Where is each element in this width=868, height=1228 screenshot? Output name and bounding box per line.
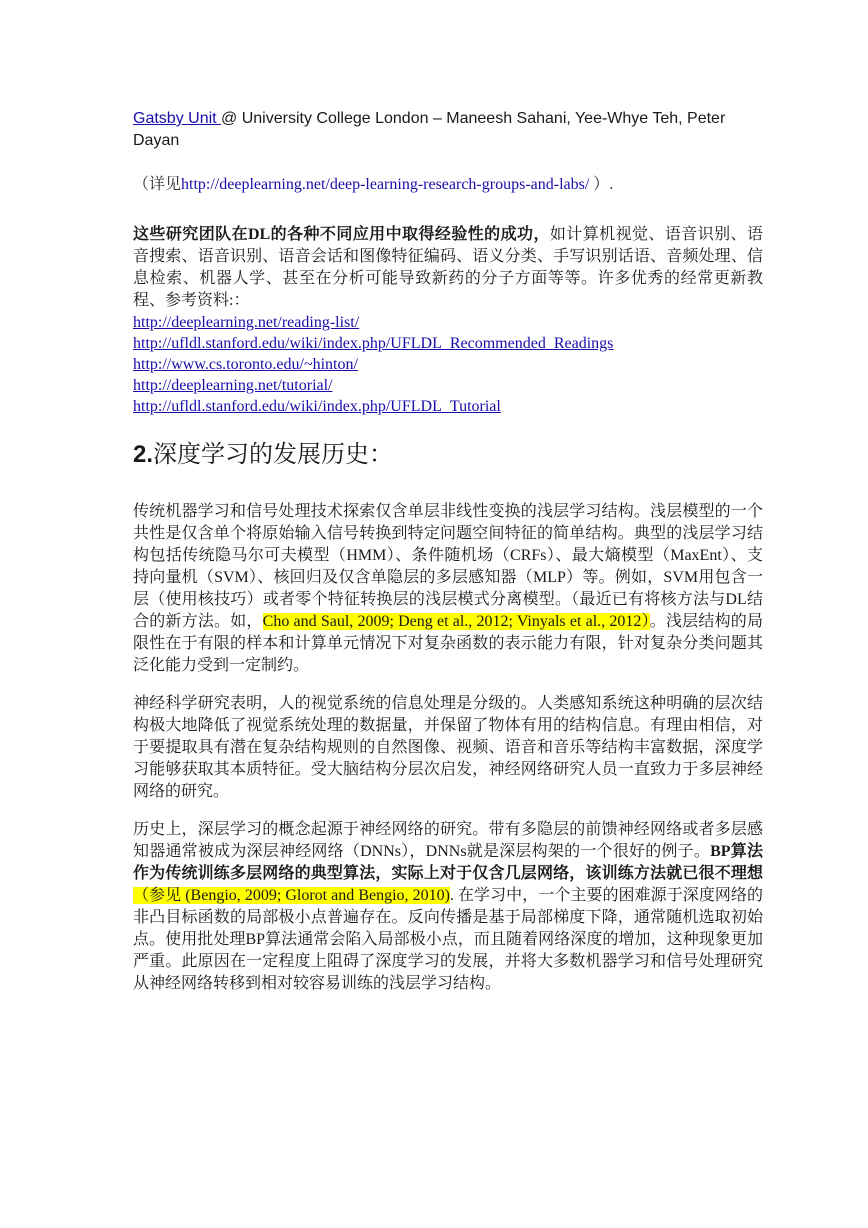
research-groups-paragraph bbox=[133, 224, 763, 312]
see-also-open: （详见 bbox=[133, 176, 182, 193]
gatsby-unit-text: @ University College London – Maneesh Sahani, Yee-Whye Teh, Peter Dayan bbox=[133, 110, 726, 149]
citation-highlight: Cho and Saul, 2009; Deng et al., 2012; Vinyals et al., 2012） bbox=[262, 613, 650, 630]
paragraph1-lead: 这些研究团队在DL的各种不同应用中取得经验性的成功， bbox=[133, 226, 550, 243]
see-also-close: ）. bbox=[589, 176, 614, 193]
paragraph4-intro: 历史上，深层学习的概念起源于神经网络的研究。带有多隐层的前馈神经网络或者多层感知器通常被成为深层神经网络（DNNs），DNNs就是深层构架的一个很好的例子。 bbox=[133, 821, 763, 860]
resource-link[interactable]: http://deeplearning.net/tutorial/ bbox=[133, 377, 333, 394]
paragraph4-tail: . 在学习中，一个主要的困难源于深度网络的非凸目标函数的局部极小点普遍存在。反向传播是基于局部梯度下降，通常随机选取初始点。使用批处理BP算法通常会陷入局部极小点，而且随着网络深度的增加，这种现象更加严重。此原因在一定程度上阻碍了深度学习的发展，并将大多数机器学习和信号处理研究从神经网络转移到相对较容易训练的浅层学习结构。 bbox=[133, 887, 763, 992]
section-title: 深度学习的发展历史： bbox=[153, 442, 394, 468]
paragraph4-bp: BP算法作为传统训练多层网络的典型算法，实际上对于仅含几层网络，该训练方法就已很不理想 bbox=[133, 843, 763, 882]
list-item bbox=[133, 354, 763, 375]
neuroscience-paragraph bbox=[133, 693, 763, 803]
paragraph1-body: 如计算机视觉、语音识别、语音搜索、语音识别、语音会话和图像特征编码、语义分类、手写识别话语、音频处理、信息检索、机器人学、甚至在分析可能导致新药的分子方面等等。许多优秀的经常更新教程、参考资料:： bbox=[133, 226, 763, 309]
document-page bbox=[133, 108, 763, 995]
resource-link[interactable]: http://deeplearning.net/reading-list/ bbox=[133, 314, 360, 331]
gatsby-unit-line bbox=[133, 108, 763, 152]
paragraph2-body: 传统机器学习和信号处理技术探索仅含单层非线性变换的浅层学习结构。浅层模型的一个共性是仅含单个将原始输入信号转换到特定问题空间特征的简单结构。典型的浅层学习结构包括传统隐马尔可夫模型（HMM）、条件随机场（CRFs）、最大熵模型（MaxEnt）、支持向量机（SVM）、核回归及仅含单隐层的多层感知器（MLP）等。例如，SVM用包含一层（使用核技巧）或者零个特征转换层的浅层模式分离模型。（最近已有将核方法与DL结合的新方法。如， bbox=[133, 503, 763, 630]
shallow-learning-paragraph bbox=[133, 501, 763, 677]
see-also-line bbox=[133, 174, 763, 196]
resource-link[interactable]: http://ufldl.stanford.edu/wiki/index.php/UFLDL_Recommended_Readings bbox=[133, 335, 614, 352]
section-heading bbox=[133, 439, 763, 471]
resource-link[interactable]: http://ufldl.stanford.edu/wiki/index.php/UFLDL_Tutorial bbox=[133, 398, 501, 415]
see-also-link[interactable]: http://deeplearning.net/deep-learning-research-groups-and-labs/ bbox=[181, 176, 590, 193]
list-item bbox=[133, 312, 763, 333]
paragraph2-tail: 。浅层结构的局限性在于有限的样本和计算单元情况下对复杂函数的表示能力有限，针对复杂分类问题其泛化能力受到一定制约。 bbox=[133, 613, 763, 674]
resource-link[interactable]: http://www.cs.toronto.edu/~hinton/ bbox=[133, 356, 358, 373]
list-item bbox=[133, 333, 763, 354]
list-item bbox=[133, 375, 763, 396]
resource-link-list bbox=[133, 312, 763, 417]
gatsby-unit-link[interactable]: Gatsby Unit bbox=[133, 110, 222, 127]
list-item bbox=[133, 396, 763, 417]
paragraph3-body: 神经科学研究表明，人的视觉系统的信息处理是分级的。人类感知系统这种明确的层次结构极大地降低了视觉系统处理的数据量，并保留了物体有用的结构信息。有理由相信，对于要提取具有潜在复杂结构规则的自然图像、视频、语音和音乐等结构丰富数据，深度学习能够获取其本质特征。受大脑结构分层次启发，神经网络研究人员一直致力于多层神经网络的研究。 bbox=[133, 695, 763, 800]
citation-highlight: （参见 (Bengio, 2009; Glorot and Bengio, 2010) bbox=[133, 887, 450, 904]
history-paragraph bbox=[133, 819, 763, 995]
section-number: 2. bbox=[133, 441, 154, 468]
